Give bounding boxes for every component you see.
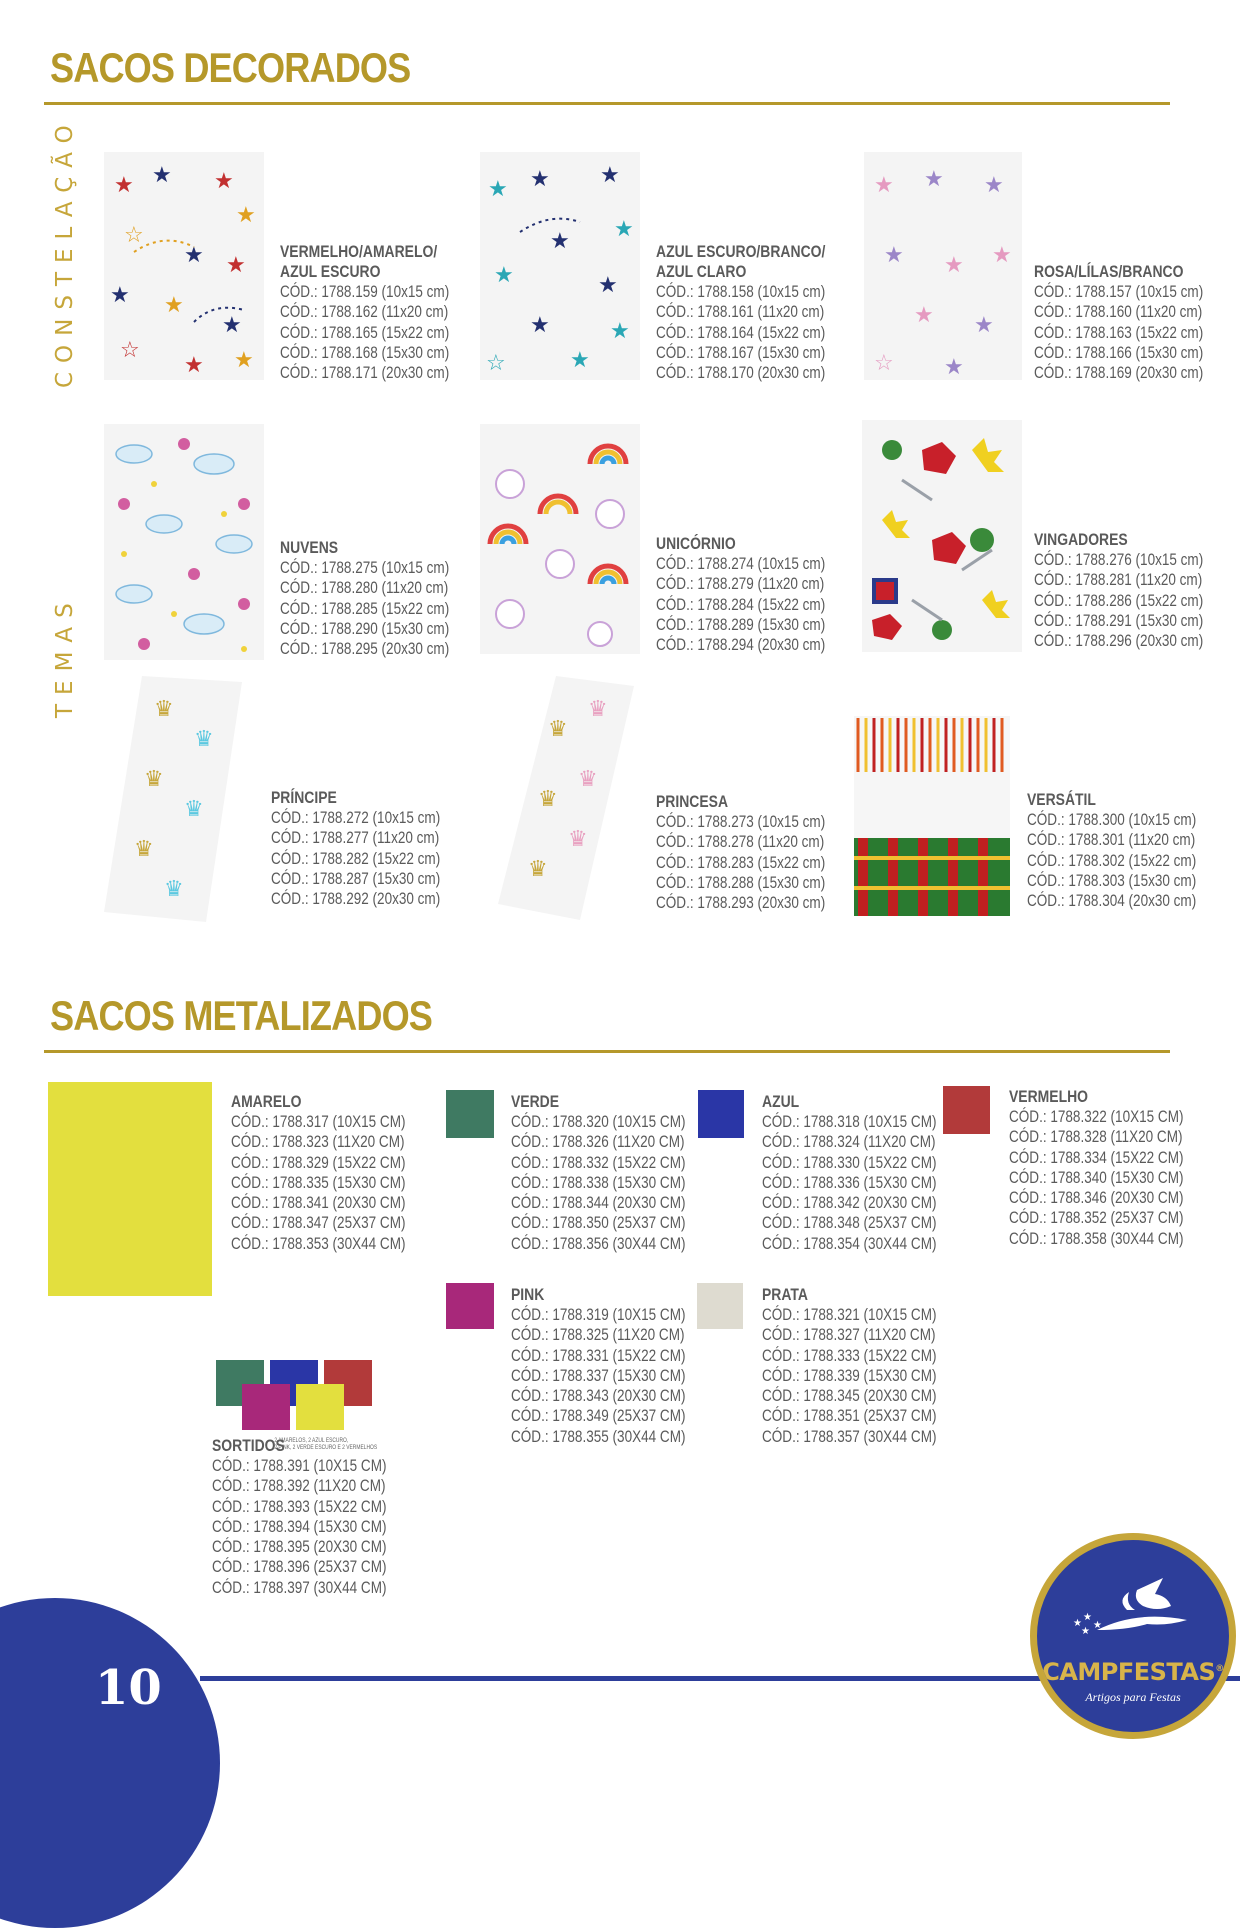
product-code: CÓD.: 1788.273 (10x15 cm) <box>656 813 826 831</box>
metal-code: CÓD.: 1788.328 (11X20 CM) <box>1009 1128 1183 1147</box>
swatch-prata <box>697 1283 743 1329</box>
svg-text:★: ★ <box>236 203 256 228</box>
svg-text:♛: ♛ <box>538 787 558 812</box>
product-code: CÓD.: 1788.277 (11x20 cm) <box>271 829 440 848</box>
metal-code: CÓD.: 1788.354 (30X44 CM) <box>762 1234 937 1253</box>
product-code: CÓD.: 1788.167 (15x30 cm) <box>656 343 826 362</box>
svg-text:♛: ♛ <box>154 697 174 722</box>
product-name: ROSA/LÍLAS/BRANCO <box>1034 262 1184 281</box>
metal-code: CÓD.: 1788.323 (11X20 CM) <box>231 1133 405 1152</box>
svg-text:♛: ♛ <box>194 727 214 752</box>
product-code: CÓD.: 1788.291 (15x30 cm) <box>1034 611 1204 630</box>
svg-text:♛: ♛ <box>588 697 608 722</box>
product-code: CÓD.: 1788.275 (10x15 cm) <box>280 559 450 577</box>
metal-code: CÓD.: 1788.344 (20X30 CM) <box>511 1194 686 1213</box>
product-code: CÓD.: 1788.279 (11x20 cm) <box>656 575 825 594</box>
svg-text:♛: ♛ <box>134 837 154 862</box>
product-code: CÓD.: 1788.170 (20x30 cm) <box>656 364 826 383</box>
swatch-verde <box>446 1090 494 1138</box>
metal-code: CÓD.: 1788.345 (20X30 CM) <box>762 1387 937 1406</box>
product-name: VERSÁTIL <box>1027 790 1096 809</box>
metal-code: CÓD.: 1788.333 (15X22 CM) <box>762 1346 937 1365</box>
svg-text:★: ★ <box>984 173 1004 198</box>
metal-code: CÓD.: 1788.395 (20X30 CM) <box>212 1538 387 1557</box>
metal-code: CÓD.: 1788.348 (25X37 CM) <box>762 1214 937 1233</box>
product-name: VERMELHO/AMARELO/ <box>280 242 438 261</box>
metal-code: CÓD.: 1788.355 (30X44 CM) <box>511 1427 686 1446</box>
svg-text:♛: ♛ <box>528 857 548 882</box>
logo-tagline: Artigos para Festas <box>1085 1690 1181 1704</box>
swatch-amarelo <box>48 1082 212 1296</box>
product-image-vingadores <box>862 420 1022 652</box>
svg-text:★: ★ <box>974 313 994 338</box>
metal-code: CÓD.: 1788.332 (15X22 CM) <box>511 1153 686 1172</box>
svg-text:★: ★ <box>924 167 944 192</box>
swatch-vermelho <box>943 1086 990 1134</box>
metal-code: CÓD.: 1788.358 (30X44 CM) <box>1009 1229 1184 1248</box>
svg-text:☆: ☆ <box>120 338 140 363</box>
metal-code: CÓD.: 1788.317 (10X15 CM) <box>231 1113 406 1131</box>
metal-code: CÓD.: 1788.392 (11X20 CM) <box>212 1477 386 1496</box>
metal-code: CÓD.: 1788.334 (15X22 CM) <box>1009 1148 1184 1167</box>
page-number: 10 <box>95 1660 162 1716</box>
product-code: CÓD.: 1788.161 (11x20 cm) <box>656 303 825 322</box>
product-code: CÓD.: 1788.165 (15x22 cm) <box>280 323 450 342</box>
product-name: VINGADORES <box>1034 530 1128 549</box>
svg-text:★: ★ <box>530 313 550 338</box>
metal-code: CÓD.: 1788.396 (25X37 CM) <box>212 1558 387 1577</box>
metal-code: CÓD.: 1788.350 (25X37 CM) <box>511 1214 686 1233</box>
section-title-decorados: SACOS DECORADOS <box>50 44 411 91</box>
product-name-2: AZUL ESCURO <box>280 262 381 281</box>
product-code: CÓD.: 1788.304 (20x30 cm) <box>1027 892 1197 911</box>
svg-text:★: ★ <box>222 313 242 338</box>
svg-text:★: ★ <box>914 303 934 328</box>
metal-code: CÓD.: 1788.346 (20X30 CM) <box>1009 1189 1184 1208</box>
section-rule <box>44 102 1170 105</box>
svg-text:★: ★ <box>114 173 134 198</box>
svg-text:★: ★ <box>164 293 184 318</box>
product-code: CÓD.: 1788.166 (15x30 cm) <box>1034 343 1204 362</box>
product-code: CÓD.: 1788.157 (10x15 cm) <box>1034 283 1204 301</box>
product-image-constelacao-1 <box>104 152 264 380</box>
side-label-temas: TEMAS <box>52 594 78 718</box>
svg-text:★: ★ <box>488 177 508 202</box>
svg-text:☆: ☆ <box>486 351 506 376</box>
metal-text-amarelo <box>231 1092 405 1254</box>
svg-text:★: ★ <box>610 319 630 344</box>
product-code: CÓD.: 1788.278 (11x20 cm) <box>656 833 825 852</box>
product-text-constelacao-2 <box>656 242 825 383</box>
side-label-constelacao: CONSTELAÇÃO <box>52 116 78 388</box>
metal-text-pink <box>511 1285 685 1447</box>
product-code: CÓD.: 1788.281 (11x20 cm) <box>1034 571 1203 590</box>
product-name: UNICÓRNIO <box>656 534 736 553</box>
product-text-principe <box>271 788 440 909</box>
metal-code: CÓD.: 1788.341 (20X30 CM) <box>231 1194 406 1213</box>
product-code: CÓD.: 1788.293 (20x30 cm) <box>656 894 826 913</box>
metal-text-verde <box>511 1092 685 1254</box>
metal-code: CÓD.: 1788.330 (15X22 CM) <box>762 1153 937 1172</box>
metal-name: VERMELHO <box>1009 1087 1089 1106</box>
svg-text:★: ★ <box>1083 1612 1092 1623</box>
metal-code: CÓD.: 1788.321 (10X15 CM) <box>762 1306 937 1324</box>
product-text-princesa <box>656 792 825 913</box>
swatch-pink <box>446 1283 494 1329</box>
svg-text:☆: ☆ <box>874 351 894 376</box>
product-code: CÓD.: 1788.302 (15x22 cm) <box>1027 851 1197 870</box>
product-code: CÓD.: 1788.164 (15x22 cm) <box>656 323 826 342</box>
svg-text:★: ★ <box>184 243 204 268</box>
metal-text-prata <box>762 1285 936 1447</box>
product-image-unicornio <box>480 424 640 654</box>
product-code: CÓD.: 1788.168 (15x30 cm) <box>280 343 450 362</box>
product-text-versatil <box>1027 790 1196 911</box>
product-image-versatil <box>854 716 1010 916</box>
svg-text:★: ★ <box>944 253 964 278</box>
product-code: CÓD.: 1788.272 (10x15 cm) <box>271 809 441 827</box>
product-code: CÓD.: 1788.287 (15x30 cm) <box>271 869 441 888</box>
svg-text:★: ★ <box>152 163 172 188</box>
product-code: CÓD.: 1788.295 (20x30 cm) <box>280 640 450 659</box>
product-code: CÓD.: 1788.276 (10x15 cm) <box>1034 551 1204 569</box>
svg-text:★: ★ <box>214 169 234 194</box>
product-code: CÓD.: 1788.163 (15x22 cm) <box>1034 323 1204 342</box>
metal-code: CÓD.: 1788.393 (15X22 CM) <box>212 1497 387 1516</box>
product-code: CÓD.: 1788.286 (15x22 cm) <box>1034 591 1204 610</box>
svg-text:★: ★ <box>600 163 620 188</box>
metal-code: CÓD.: 1788.324 (11X20 CM) <box>762 1133 936 1152</box>
product-code: CÓD.: 1788.301 (11x20 cm) <box>1027 831 1196 850</box>
svg-text:♛: ♛ <box>578 767 598 792</box>
svg-text:★: ★ <box>234 348 254 373</box>
metal-code: CÓD.: 1788.336 (15X30 CM) <box>762 1173 937 1192</box>
metal-code: CÓD.: 1788.327 (11X20 CM) <box>762 1326 936 1345</box>
metal-name: AZUL <box>762 1092 800 1111</box>
metal-code: CÓD.: 1788.319 (10X15 CM) <box>511 1306 686 1324</box>
svg-text:★: ★ <box>1081 1626 1090 1637</box>
product-code: CÓD.: 1788.284 (15x22 cm) <box>656 595 826 614</box>
product-code: CÓD.: 1788.159 (10x15 cm) <box>280 283 450 301</box>
product-code: CÓD.: 1788.290 (15x30 cm) <box>280 619 450 638</box>
metal-code: CÓD.: 1788.351 (25X37 CM) <box>762 1407 937 1426</box>
product-text-constelacao-3 <box>1034 262 1203 383</box>
metal-code: CÓD.: 1788.357 (30X44 CM) <box>762 1427 937 1446</box>
svg-text:★: ★ <box>598 273 618 298</box>
sortidos-note-2: 2 PINK, 2 VERDE ESCURO E 2 VERMELHOS <box>274 1445 378 1451</box>
svg-text:★: ★ <box>874 173 894 198</box>
page-number-badge <box>0 1598 220 1928</box>
product-code: CÓD.: 1788.296 (20x30 cm) <box>1034 632 1204 651</box>
product-code: CÓD.: 1788.303 (15x30 cm) <box>1027 871 1197 890</box>
metal-name: AMARELO <box>231 1092 302 1111</box>
product-code: CÓD.: 1788.162 (11x20 cm) <box>280 303 449 322</box>
metal-code: CÓD.: 1788.353 (30X44 CM) <box>231 1234 406 1253</box>
metal-code: CÓD.: 1788.329 (15X22 CM) <box>231 1153 406 1172</box>
metal-code: CÓD.: 1788.391 (10X15 CM) <box>212 1457 387 1475</box>
product-code: CÓD.: 1788.160 (11x20 cm) <box>1034 303 1203 322</box>
product-code: CÓD.: 1788.280 (11x20 cm) <box>280 579 449 598</box>
product-image-principe <box>104 676 244 922</box>
svg-text:★: ★ <box>494 263 514 288</box>
metal-code: CÓD.: 1788.397 (30X44 CM) <box>212 1578 387 1597</box>
svg-text:♛: ♛ <box>164 877 184 902</box>
svg-text:★: ★ <box>530 167 550 192</box>
section-rule <box>44 1050 1170 1053</box>
metal-code: CÓD.: 1788.318 (10X15 CM) <box>762 1113 937 1131</box>
product-image-princesa <box>498 676 636 920</box>
product-code: CÓD.: 1788.292 (20x30 cm) <box>271 890 441 909</box>
product-text-vingadores <box>1034 530 1203 651</box>
metal-code: CÓD.: 1788.335 (15X30 CM) <box>231 1173 406 1192</box>
product-code: CÓD.: 1788.283 (15x22 cm) <box>656 853 826 872</box>
product-code: CÓD.: 1788.294 (20x30 cm) <box>656 636 826 655</box>
swatch-sortidos <box>216 1360 376 1432</box>
svg-text:★: ★ <box>1073 1618 1082 1629</box>
product-name: NUVENS <box>280 538 339 557</box>
metal-text-azul <box>762 1092 936 1254</box>
logo-brand: CAMPFESTAS® <box>1042 1658 1224 1686</box>
section-title-metalizados: SACOS METALIZADOS <box>50 992 433 1039</box>
metal-code: CÓD.: 1788.322 (10X15 CM) <box>1009 1108 1184 1126</box>
svg-text:♛: ♛ <box>548 717 568 742</box>
product-code: CÓD.: 1788.169 (20x30 cm) <box>1034 364 1204 383</box>
metal-text-sortidos <box>212 1436 386 1598</box>
metal-code: CÓD.: 1788.342 (20X30 CM) <box>762 1194 937 1213</box>
product-text-unicornio <box>656 534 825 655</box>
product-code: CÓD.: 1788.288 (15x30 cm) <box>656 873 826 892</box>
metal-code: CÓD.: 1788.340 (15X30 CM) <box>1009 1168 1184 1187</box>
metal-code: CÓD.: 1788.326 (11X20 CM) <box>511 1133 685 1152</box>
product-name: PRÍNCIPE <box>271 788 337 807</box>
svg-text:★: ★ <box>110 283 130 308</box>
product-image-constelacao-2 <box>480 152 640 380</box>
metal-code: CÓD.: 1788.320 (10X15 CM) <box>511 1113 686 1131</box>
metal-name: SORTIDOS <box>212 1436 285 1455</box>
svg-text:♛: ♛ <box>144 767 164 792</box>
svg-text:♛: ♛ <box>568 827 588 852</box>
svg-text:★: ★ <box>944 355 964 380</box>
product-image-nuvens <box>104 424 264 660</box>
metal-text-vermelho <box>1009 1087 1183 1249</box>
metal-name: PRATA <box>762 1285 808 1304</box>
metal-code: CÓD.: 1788.338 (15X30 CM) <box>511 1173 686 1192</box>
product-code: CÓD.: 1788.300 (10x15 cm) <box>1027 811 1197 829</box>
metal-name: PINK <box>511 1285 545 1304</box>
svg-text:★: ★ <box>570 348 590 373</box>
svg-text:★: ★ <box>992 243 1012 268</box>
svg-text:★: ★ <box>550 229 570 254</box>
metal-code: CÓD.: 1788.343 (20X30 CM) <box>511 1387 686 1406</box>
metal-code: CÓD.: 1788.337 (15X30 CM) <box>511 1366 686 1385</box>
svg-text:★: ★ <box>884 243 904 268</box>
metal-code: CÓD.: 1788.339 (15X30 CM) <box>762 1366 937 1385</box>
product-code: CÓD.: 1788.282 (15x22 cm) <box>271 849 441 868</box>
svg-text:♛: ♛ <box>184 797 204 822</box>
svg-text:★: ★ <box>184 353 204 378</box>
metal-name: VERDE <box>511 1092 560 1111</box>
product-code: CÓD.: 1788.289 (15x30 cm) <box>656 615 826 634</box>
campfestas-logo <box>1030 1533 1236 1739</box>
metal-code: CÓD.: 1788.394 (15X30 CM) <box>212 1517 387 1536</box>
product-name: PRINCESA <box>656 792 729 811</box>
svg-text:★: ★ <box>614 217 634 242</box>
witch-icon <box>1067 1570 1207 1650</box>
metal-code: CÓD.: 1788.347 (25X37 CM) <box>231 1214 406 1233</box>
sortidos-note-1: 2 AMARELOS, 2 AZUL ESCURO, <box>274 1438 349 1444</box>
product-code: CÓD.: 1788.158 (10x15 cm) <box>656 283 826 301</box>
metal-code: CÓD.: 1788.325 (11X20 CM) <box>511 1326 685 1345</box>
product-name: AZUL ESCURO/BRANCO/ <box>656 242 826 261</box>
svg-text:★: ★ <box>226 253 246 278</box>
svg-text:★: ★ <box>1093 1620 1102 1631</box>
product-text-nuvens <box>280 538 449 659</box>
product-code: CÓD.: 1788.171 (20x30 cm) <box>280 364 450 383</box>
product-name-2: AZUL CLARO <box>656 262 747 281</box>
product-code: CÓD.: 1788.274 (10x15 cm) <box>656 555 826 573</box>
metal-code: CÓD.: 1788.331 (15X22 CM) <box>511 1346 686 1365</box>
product-code: CÓD.: 1788.285 (15x22 cm) <box>280 599 450 618</box>
metal-code: CÓD.: 1788.356 (30X44 CM) <box>511 1234 686 1253</box>
svg-text:☆: ☆ <box>124 223 144 248</box>
metal-code: CÓD.: 1788.349 (25X37 CM) <box>511 1407 686 1426</box>
metal-code: CÓD.: 1788.352 (25X37 CM) <box>1009 1209 1184 1228</box>
product-image-constelacao-3 <box>864 152 1022 380</box>
swatch-azul <box>698 1090 744 1138</box>
product-text-constelacao-1 <box>280 242 449 383</box>
